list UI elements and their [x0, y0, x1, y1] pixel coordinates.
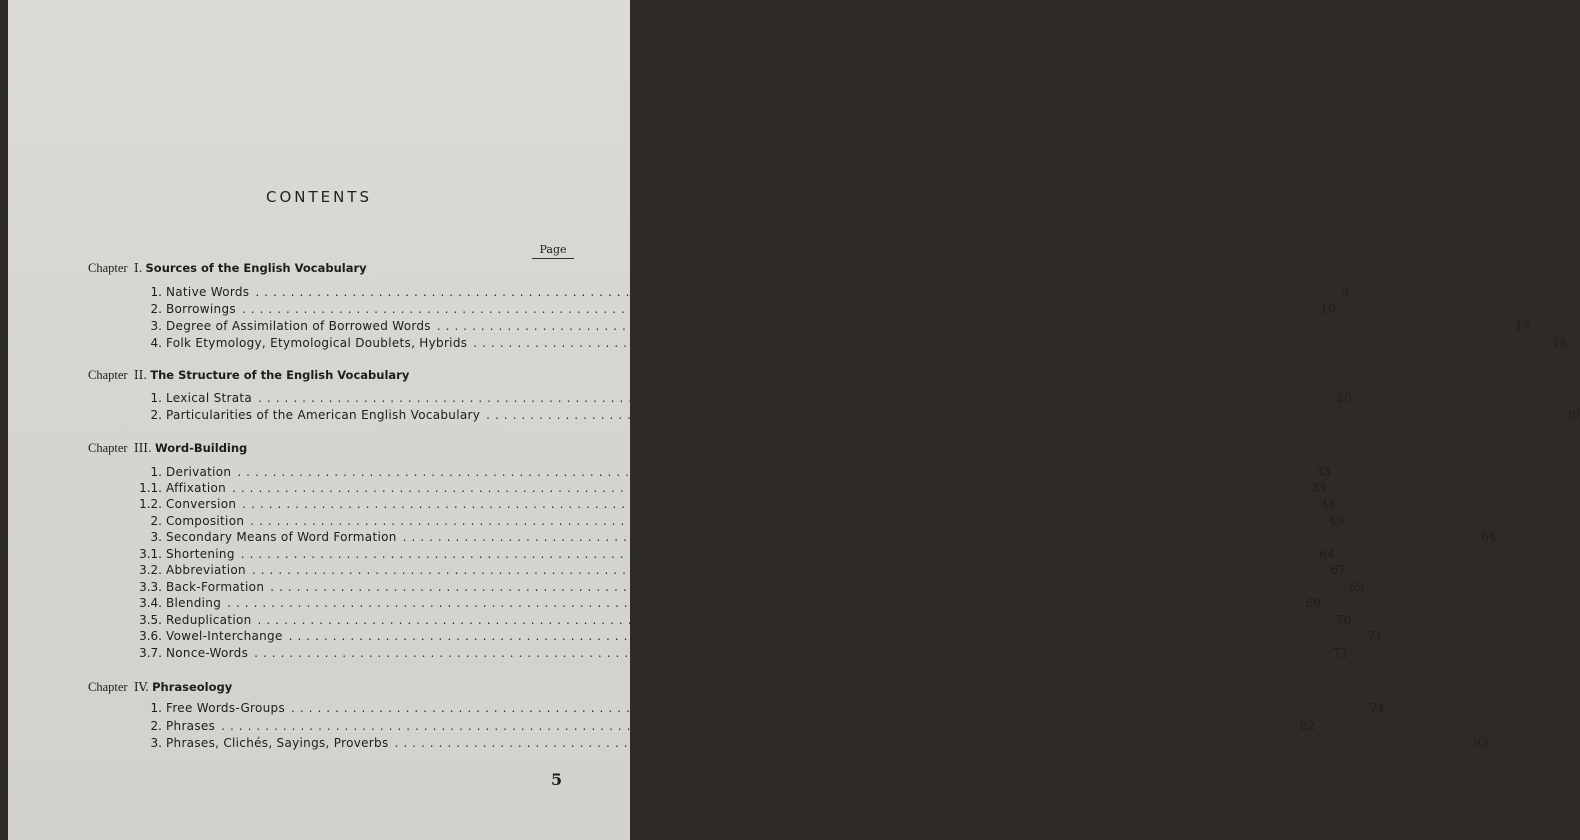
entry-page: 49 — [1328, 514, 1344, 528]
leader-dots: ........................................................................................................................ — [394, 736, 1453, 750]
entry-page: 69 — [1305, 596, 1321, 610]
entry-page: 70 — [1335, 613, 1352, 627]
chapter-heading — [88, 441, 247, 456]
toc-entry — [120, 302, 1336, 319]
entry-page: 17 — [1515, 319, 1531, 333]
entry-number: 3.7. — [139, 646, 162, 660]
chapter-title: Word-Building — [155, 441, 248, 455]
toc-entry — [120, 497, 1337, 514]
entry-title: Native Words — [166, 285, 250, 299]
entry-number: 3.5. — [139, 613, 162, 627]
entry-title: Folk Etymology, Etymological Doublets, Hybrids — [166, 336, 468, 350]
page-column-header: Page — [532, 243, 574, 259]
entry-title: Derivation — [166, 465, 232, 479]
entry-title: Reduplication — [166, 613, 252, 627]
toc-entry — [120, 514, 1344, 531]
entry-number: 3. — [150, 530, 162, 544]
chapter-label: Chapter — [88, 441, 128, 455]
entry-number: 1. — [150, 701, 162, 715]
entry-page: 18 — [1551, 336, 1568, 350]
chapter-label: Chapter — [88, 680, 128, 694]
toc-entry — [120, 580, 1364, 597]
entry-title: Back-Formation — [166, 580, 265, 594]
entry-title: Particularities of the American English Vocabulary — [166, 408, 481, 422]
toc-entry — [120, 408, 1580, 425]
leader-dots: ........................................................................................................................ — [237, 465, 1296, 479]
entry-page: 64 — [1319, 547, 1335, 561]
entry-number: 3. — [150, 736, 162, 750]
leader-dots: ........................................................................................................................ — [251, 563, 1310, 577]
chapter-label: Chapter — [88, 261, 128, 275]
toc-entry — [120, 285, 1350, 302]
entry-title: Affixation — [166, 481, 227, 495]
chapter-title: Phraseology — [152, 680, 233, 694]
entry-number: 3.4. — [139, 596, 162, 610]
toc-entry — [120, 629, 1383, 646]
toc-entry — [120, 391, 1352, 408]
entry-title: Blending — [166, 596, 222, 610]
entry-number: 3.6. — [139, 629, 162, 643]
chapter-heading — [88, 261, 367, 276]
entry-number: 1.2. — [139, 497, 162, 511]
entry-number: 1.1. — [139, 481, 162, 495]
toc-entry — [120, 319, 1531, 336]
leader-dots: ........................................................................................................................ — [221, 719, 1279, 733]
toc-entry — [120, 547, 1335, 564]
chapter-label: Chapter — [88, 368, 128, 382]
toc-entry — [120, 646, 1348, 663]
leader-dots: ........................................................................................................................ — [232, 481, 1290, 495]
toc-entry — [120, 613, 1352, 630]
entry-title: Secondary Means of Word Formation — [166, 530, 397, 544]
chapter-heading — [88, 680, 232, 695]
entry-title: Conversion — [166, 497, 237, 511]
leader-dots: ........................................................................................................................ — [257, 613, 1316, 627]
entry-title: Nonce-Words — [166, 646, 249, 660]
toc-entry — [120, 701, 1385, 718]
entry-number: 2. — [150, 719, 162, 733]
entry-page: 10 — [1320, 302, 1336, 316]
entry-title: Phrases — [166, 719, 216, 733]
entry-page: 72 — [1332, 646, 1348, 660]
entry-number: 1. — [150, 391, 162, 405]
chapter-number: III. — [133, 441, 152, 455]
toc-entry — [120, 530, 1497, 547]
leader-dots: ........................................................................................................................ — [240, 547, 1299, 561]
leader-dots: ........................................................................................................................ — [254, 646, 1312, 660]
entry-number: 1. — [150, 465, 162, 479]
leader-dots: ........................................................................................................................ — [270, 580, 1328, 594]
entry-page: 20 — [1336, 391, 1352, 405]
entry-number: 1. — [150, 285, 162, 299]
entry-number: 2. — [150, 302, 162, 316]
toc-entry — [120, 719, 1315, 736]
entry-page: 82 — [1299, 719, 1315, 733]
entry-page: 93 — [1472, 736, 1489, 750]
entry-title: Phrases, Clichés, Sayings, Proverbs — [166, 736, 389, 750]
toc-entry — [120, 481, 1326, 498]
toc-entry — [120, 736, 1489, 753]
entry-page: 71 — [1367, 629, 1383, 643]
entry-title: Vowel-Interchange — [166, 629, 283, 643]
page-number: 5 — [551, 770, 563, 789]
entry-page: 64 — [1481, 530, 1497, 544]
entry-page: 69 — [1348, 580, 1364, 594]
entry-page: 44 — [1320, 497, 1337, 511]
toc-entry — [120, 596, 1321, 613]
entry-title: Borrowings — [166, 302, 236, 316]
chapter-title: Sources of the English Vocabulary — [145, 261, 367, 275]
entry-page: 33 — [1315, 465, 1332, 479]
entry-page: 74 — [1369, 701, 1385, 715]
chapter-number: I. — [133, 261, 143, 275]
toc-entry — [120, 465, 1332, 482]
entry-title: Lexical Strata — [166, 391, 253, 405]
entry-page: 9 — [1341, 285, 1350, 299]
leader-dots: ........................................................................................................................ — [241, 302, 1300, 316]
chapter-number: IV. — [133, 680, 149, 694]
chapter-title: The Structure of the English Vocabulary — [150, 368, 410, 382]
entry-title: Composition — [166, 514, 245, 528]
leader-dots: ........................................................................................................................ — [486, 408, 1544, 422]
entry-number: 4. — [150, 336, 162, 350]
leader-dots: ........................................................................................................................ — [288, 629, 1347, 643]
page-title: CONTENTS — [265, 188, 373, 206]
entry-title: Abbreviation — [166, 563, 246, 577]
leader-dots: ........................................................................................................................ — [242, 497, 1301, 511]
entry-number: 3.3. — [139, 580, 162, 594]
leader-dots: ........................................................................................................................ — [291, 701, 1349, 715]
leader-dots: ........................................................................................................................ — [402, 530, 1461, 544]
leader-dots: ........................................................................................................................ — [473, 336, 1532, 350]
leader-dots: ........................................................................................................................ — [250, 514, 1308, 528]
chapter-heading — [88, 368, 409, 383]
entry-number: 2. — [150, 408, 162, 422]
leader-dots: ........................................................................................................................ — [258, 391, 1316, 405]
leader-dots: ........................................................................................................................ — [436, 319, 1495, 333]
entry-page: 33 — [1310, 481, 1326, 495]
entry-title: Shortening — [166, 547, 235, 561]
leader-dots: ........................................................................................................................ — [255, 285, 1314, 299]
entry-page: 67 — [1330, 563, 1346, 577]
entry-number: 2. — [150, 514, 162, 528]
book-page — [8, 0, 1580, 840]
entry-number: 3.2. — [139, 563, 162, 577]
toc-entry — [120, 336, 1568, 353]
entry-number: 3. — [150, 319, 162, 333]
leader-dots: ........................................................................................................................ — [227, 596, 1285, 610]
toc-entry — [120, 563, 1346, 580]
entry-page: 30 — [1564, 408, 1580, 422]
entry-title: Free Words-Groups — [166, 701, 286, 715]
chapter-number: II. — [133, 368, 148, 382]
entry-title: Degree of Assimilation of Borrowed Words — [166, 319, 431, 333]
entry-number: 3.1. — [139, 547, 162, 561]
